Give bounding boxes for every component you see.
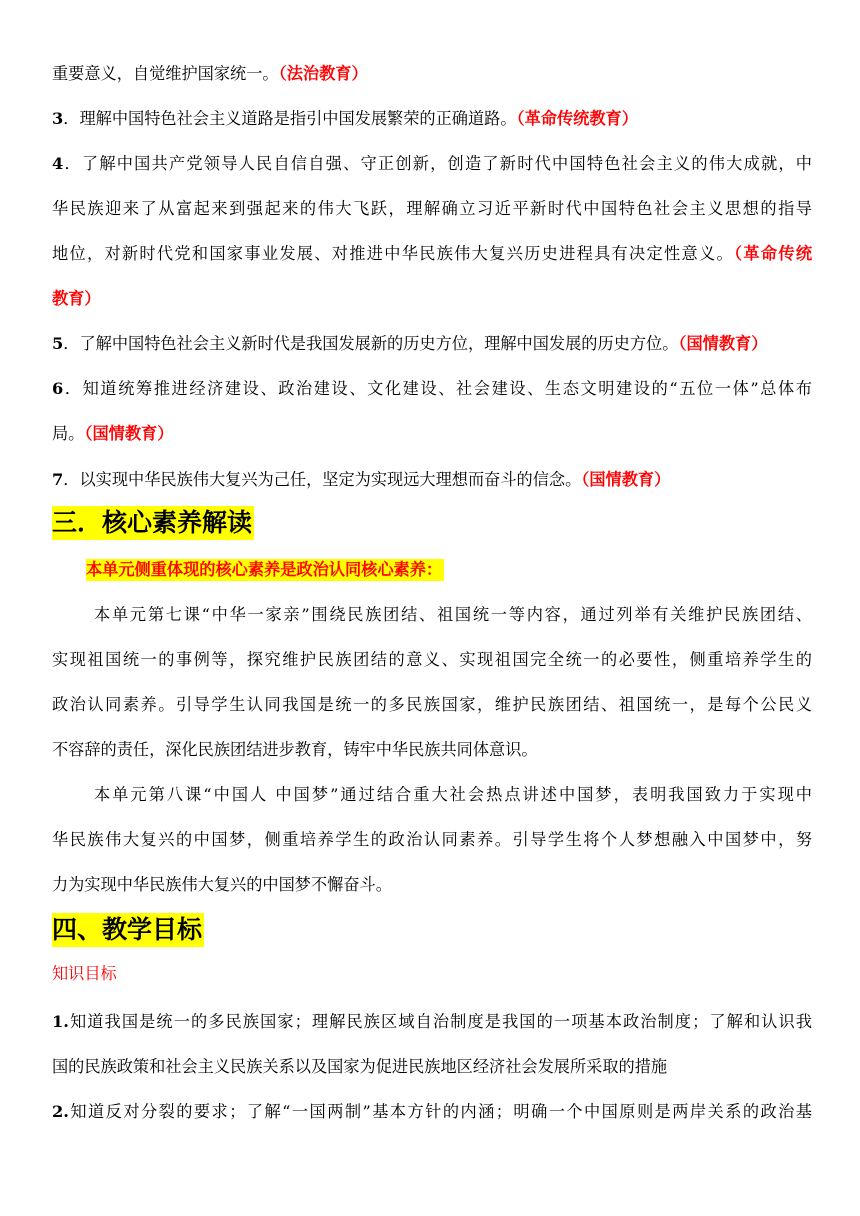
paragraph-1-line-2: 实现祖国统一的事例等，探究维护民族团结的意义、实现祖国完全统一的必要性，侧重培养学生的 xyxy=(52,650,812,669)
knowledge-goal-2-line-1 xyxy=(52,1101,812,1123)
goal-4-line-4 xyxy=(52,288,812,310)
goal-text: ．了解中国特色社会主义新时代是我国发展新的历史方位，理解中国发展的历史方位。 xyxy=(63,334,679,353)
goal-4-line-3 xyxy=(52,243,812,265)
paragraph-2-line-1: 本单元第八课“中国人 中国梦”通过结合重大社会热点讲述中国梦，表明我国致力于实现中 xyxy=(94,785,812,804)
goal-text: ．以实现中华民族伟大复兴为己任，坚定为实现远大理想而奋斗的信念。 xyxy=(63,470,582,489)
goal-number: 7 xyxy=(52,470,64,489)
goal-6-line-1 xyxy=(52,378,812,400)
education-tag: （国情教育） xyxy=(581,470,671,489)
goal-text: 重要意义，自觉维护国家统一。 xyxy=(52,64,279,83)
paragraph-1-line-3: 政治认同素养。引导学生认同我国是统一的多民族国家，维护民族团结、祖国统一，是每个公民义 xyxy=(52,695,812,714)
goal-4-line-1 xyxy=(52,153,812,175)
paragraph-1-line-4: 不容辞的责任，深化民族团结进步教育，铸牢中华民族共同体意识。 xyxy=(52,740,538,759)
goal-text: 华民族迎来了从富起来到强起来的伟大飞跃，理解确立习近平新时代中国特色社会主义思想的指导 xyxy=(52,199,812,218)
goal-number: 5 xyxy=(52,334,64,353)
goal-text: ．了解中国共产党领导人民自信自强、守正创新，创造了新时代中国特色社会主义的伟大成就，中 xyxy=(63,154,812,173)
goal-2-continuation xyxy=(52,63,812,85)
education-tag: （革命传统教育） xyxy=(516,109,638,128)
goal-5 xyxy=(52,333,812,355)
education-tag: （国情教育） xyxy=(678,334,768,353)
goal-number: 6 xyxy=(52,379,64,398)
education-tag: （法治教育） xyxy=(278,64,368,83)
goal-text: 局。 xyxy=(52,424,85,443)
goal-6-line-2 xyxy=(52,423,812,445)
goal-text: ．理解中国特色社会主义道路是指引中国发展繁荣的正确道路。 xyxy=(63,109,517,128)
goal-text: 地位，对新时代党和国家事业发展、对推进中华民族伟大复兴历史进程具有决定性意义。 xyxy=(52,244,734,263)
core-literacy-focus: 本单元侧重体现的核心素养是政治认同核心素养： xyxy=(86,560,443,579)
knowledge-goals-subheading: 知识目标 xyxy=(52,964,117,983)
paragraph-2-line-3: 力为实现中华民族伟大复兴的中国梦不懈奋斗。 xyxy=(52,875,392,894)
paragraph-1-line-1: 本单元第七课“中华一家亲”围绕民族团结、祖国统一等内容，通过列举有关维护民族团结、 xyxy=(94,605,812,624)
knowledge-goal-1-line-2: 国的民族政策和社会主义民族关系以及国家为促进民族地区经济社会发展所采取的措施 xyxy=(52,1057,668,1076)
paragraph-2-line-2: 华民族伟大复兴的中国梦，侧重培养学生的政治认同素养。引导学生将个人梦想融入中国梦中，努 xyxy=(52,830,812,849)
knowledge-goal-1-line-1 xyxy=(52,1011,812,1033)
goal-7 xyxy=(52,469,812,491)
section-4-heading: 四、教学目标 xyxy=(52,913,204,947)
goal-number: 4 xyxy=(52,154,64,173)
education-tag: （国情教育） xyxy=(84,424,174,443)
goal-3 xyxy=(52,108,812,130)
goal-number: 1. xyxy=(52,1012,69,1031)
education-tag: 教育） xyxy=(52,289,101,308)
goal-text: 知道反对分裂的要求；了解“一国两制”基本方针的内涵；明确一个中国原则是两岸关系的政治基 xyxy=(68,1102,812,1121)
section-3-heading: 三．核心素养解读 xyxy=(52,506,254,540)
education-tag: （革命传统 xyxy=(733,244,813,263)
goal-text: ．知道统筹推进经济建设、政治建设、文化建设、社会建设、生态文明建设的“五位一体”总体布 xyxy=(63,379,812,398)
goal-text: 知道我国是统一的多民族国家；理解民族区域自治制度是我国的一项基本政治制度；了解和认识我 xyxy=(68,1012,812,1031)
goal-number: 2. xyxy=(52,1102,69,1121)
goal-4-line-2 xyxy=(52,198,812,220)
goal-number: 3 xyxy=(52,109,64,128)
